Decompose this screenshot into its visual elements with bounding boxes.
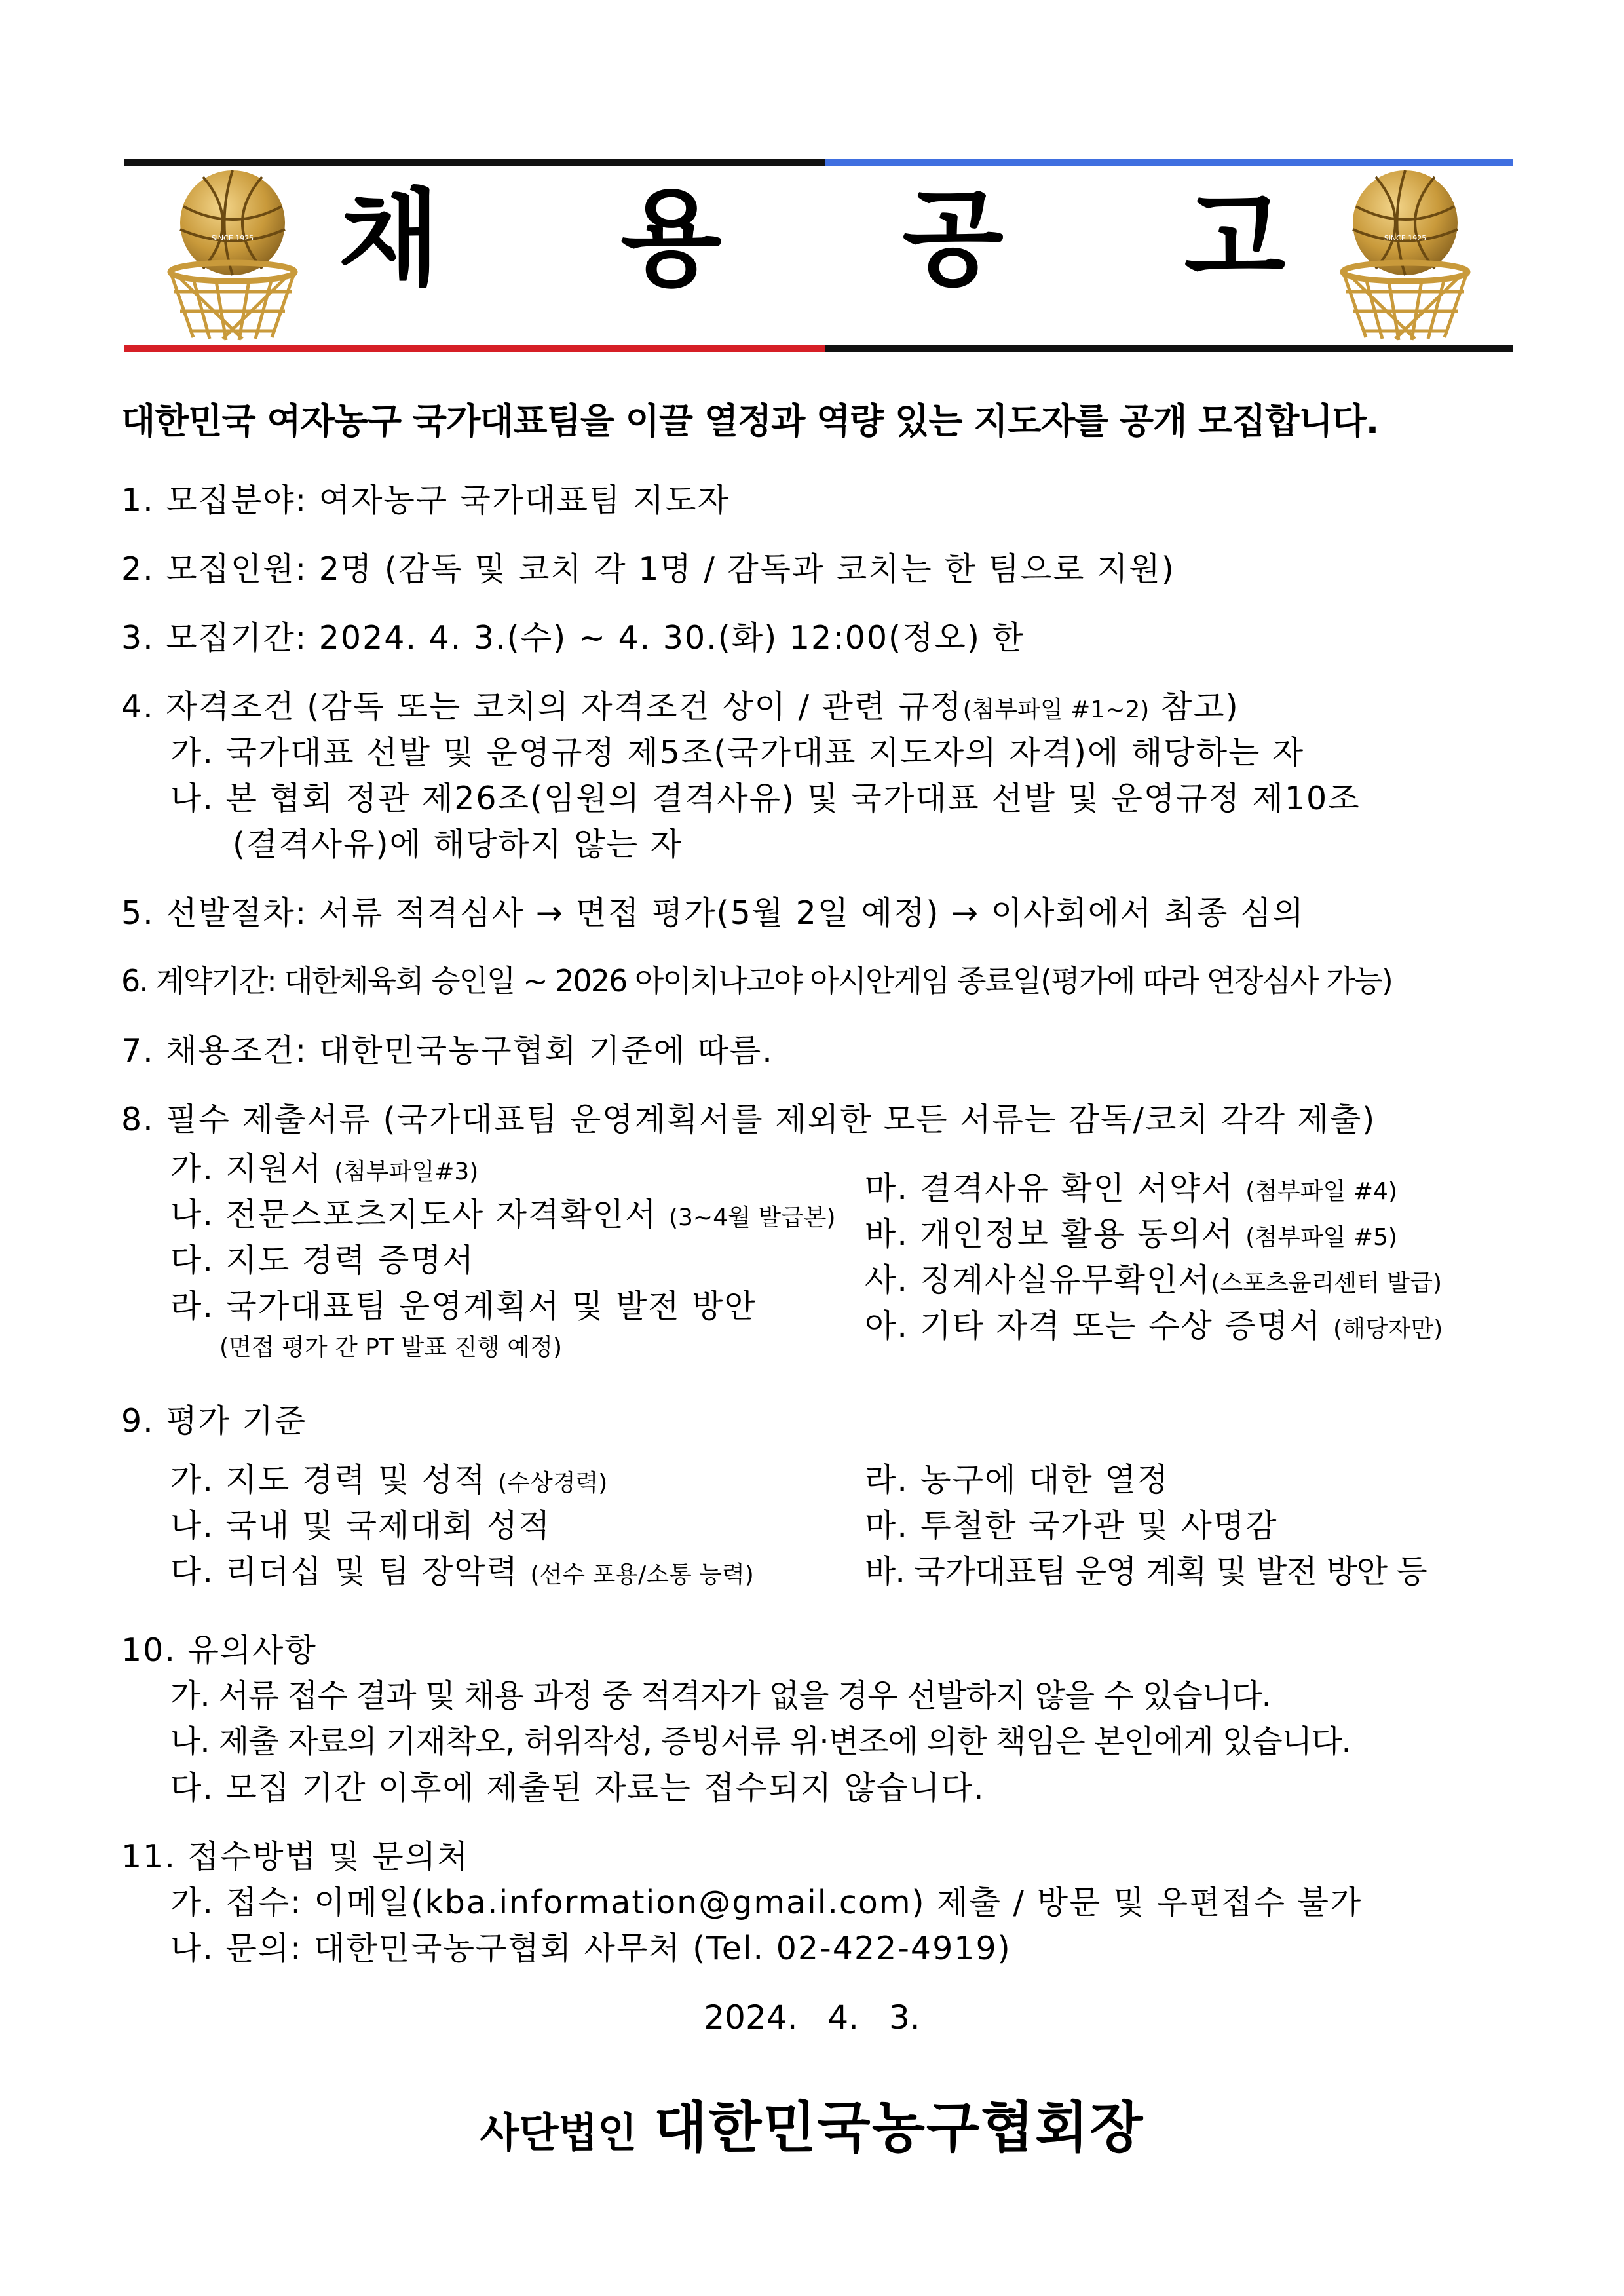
bottom-bar-black — [825, 345, 1513, 352]
logo-since-text: SINCE 1925 — [1384, 234, 1427, 242]
section-11-item-email: 가. 접수: 이메일(kba.information@gmail.com) 제출 / 방문 및 우편접수 불가 — [170, 1884, 1363, 1921]
section-4-item-na-cont: (결격사유)에 해당하지 않는 자 — [233, 826, 683, 863]
section-7: 7. 채용조건: 대한민국농구협회 기준에 따름. — [121, 1032, 774, 1069]
section-2: 2. 모집인원: 2명 (감독 및 코치 각 1명 / 감독과 코치는 한 팀으로 지원) — [121, 550, 1175, 588]
section-10-heading: 10. 유의사항 — [121, 1632, 317, 1669]
section-8-left-item: 가. 지원서 (첨부파일#3) — [170, 1150, 479, 1187]
bottom-bar-red — [124, 345, 825, 352]
section-10-item: 가. 서류 접수 결과 및 채용 과정 중 적격자가 없을 경우 선발하지 않을 수 있습니다. — [170, 1677, 1271, 1714]
section-9-left-item: 다. 리더십 및 팀 장악력 (선수 포용/소통 능력) — [170, 1553, 754, 1590]
section-4-item-na: 나. 본 협회 정관 제26조(임원의 결격사유) 및 국가대표 선발 및 운영규정 제10조 — [170, 780, 1361, 817]
section-9-right-item: 마. 투철한 국가관 및 사명감 — [865, 1507, 1278, 1544]
section-9-left-item: 나. 국내 및 국제대회 성적 — [170, 1507, 552, 1544]
document-date: 2024. 4. 3. — [704, 1999, 920, 2037]
section-9-right-item: 라. 농구에 대한 열정 — [865, 1461, 1169, 1499]
top-bar-blue — [825, 159, 1513, 166]
logo-since-text: SINCE 1925 — [211, 234, 254, 242]
section-9-left-item: 가. 지도 경력 및 성적 (수상경력) — [170, 1461, 608, 1499]
section-1: 1. 모집분야: 여자농구 국가대표팀 지도자 — [121, 482, 730, 519]
section-6: 6. 계약기간: 대한체육회 승인일 ~ 2026 아이치나고야 아시안게임 종료일(평가에 따라 연장심사 가능) — [121, 963, 1392, 999]
section-4-heading-text: 4. 자격조건 (감독 또는 코치의 자격조건 상이 / 관련 규정 — [121, 688, 963, 725]
section-8-right-item: 아. 기타 자격 또는 수상 증명서 (해당자만) — [865, 1307, 1443, 1345]
section-8-left-subnote: (면접 평가 간 PT 발표 진행 예정) — [219, 1334, 562, 1361]
section-8-left-item: 나. 전문스포츠지도사 자격확인서 (3~4월 발급본) — [170, 1196, 836, 1233]
section-11-heading: 11. 접수방법 및 문의처 — [121, 1838, 470, 1875]
section-3: 3. 모집기간: 2024. 4. 3.(수) ~ 4. 30.(화) 12:00(정오) 한 — [121, 619, 1025, 657]
section-8-left-item: 라. 국가대표팀 운영계획서 및 발전 방안 — [170, 1288, 757, 1325]
signature — [0, 2084, 1624, 2163]
section-8-right-item: 사. 징계사실유무확인서(스포츠윤리센터 발급) — [865, 1261, 1443, 1299]
section-4-heading-tail: 참고) — [1149, 688, 1239, 725]
section-10-item: 다. 모집 기간 이후에 제출된 자료는 접수되지 않습니다. — [170, 1769, 985, 1807]
section-9-right-item: 바. 국가대표팀 운영 계획 및 발전 방안 등 — [865, 1553, 1427, 1590]
signature-name: 대한민국농구협회장 — [654, 2095, 1144, 2160]
section-8-right-item: 마. 결격사유 확인 서약서 (첨부파일 #4) — [865, 1170, 1397, 1207]
page-title: 채 용 공 고 — [338, 178, 1358, 300]
section-10-item: 나. 제출 자료의 기재착오, 허위작성, 증빙서류 위·변조에 의한 책임은 본인에게 있습니다. — [170, 1723, 1351, 1760]
section-4-item-ga: 가. 국가대표 선발 및 운영규정 제5조(국가대표 지도자의 자격)에 해당하는 자 — [170, 734, 1305, 771]
section-4-heading-note: (첨부파일 #1~2) — [962, 697, 1150, 723]
intro-text: 대한민국 여자농구 국가대표팀을 이끌 열정과 역량 있는 지도자를 공개 모집합니다. — [121, 400, 1379, 442]
section-8-right-item: 바. 개인정보 활용 동의서 (첨부파일 #5) — [865, 1215, 1397, 1253]
signature-prefix: 사단법인 — [480, 2109, 637, 2156]
section-8-heading: 8. 필수 제출서류 (국가대표팀 운영계획서를 제외한 모든 서류는 감독/코치 각각 제출) — [121, 1101, 1376, 1138]
section-5: 5. 선발절차: 서류 적격심사 → 면접 평가(5월 2일 예정) → 이사회에서 최종 심의 — [121, 894, 1305, 932]
top-bar-black — [124, 159, 825, 166]
section-8-left-item: 다. 지도 경력 증명서 — [170, 1242, 475, 1279]
section-4-heading — [121, 688, 1239, 727]
section-11-item-contact: 나. 문의: 대한민국농구협회 사무처 (Tel. 02-422-4919) — [170, 1930, 1011, 1967]
section-9-heading: 9. 평가 기준 — [121, 1402, 307, 1440]
